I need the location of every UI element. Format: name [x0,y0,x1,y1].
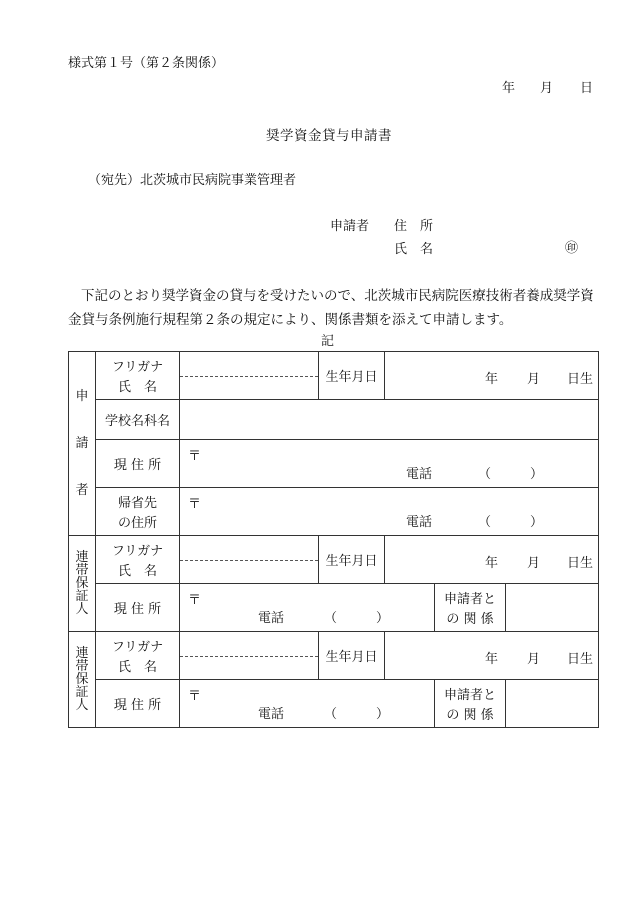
birthdate-label: 生年月日 [319,632,385,680]
guarantor-1-section-label: 連 帯 保 証 人 [69,536,96,632]
body-text: 下記のとおり奨学資金の貸与を受けたいので、北茨城市民病院医療技術者養成奨学資金貸与条例施行規程第２条の規定により、関係書類を添えて申請します。 [68,288,594,328]
applicant-label: 申請者 [330,219,370,234]
guarantor-2-relation-field[interactable] [506,680,599,728]
furigana-name-label: フリガナ 氏 名 [96,352,180,400]
postal-mark: 〒 [188,497,202,512]
furigana-name-label: フリガナ 氏 名 [96,536,180,584]
postal-mark: 〒 [188,449,202,464]
application-table [68,351,599,728]
current-address-label: 現 住 所 [96,584,180,632]
guarantor-1-address-field[interactable] [180,584,435,632]
applicant-name-label: 氏 名 [394,242,434,257]
guarantor-2-name-field[interactable] [180,632,319,680]
phone-label: 電話 [406,515,433,530]
seal-mark: ㊞ [565,241,579,256]
furigana-name-label: フリガナ 氏 名 [96,632,180,680]
date-day-label: 日 [580,81,594,96]
applicant-current-address-field[interactable] [180,440,599,488]
guarantor-2-address-field[interactable] [180,680,435,728]
applicant-section-label: 申 請 者 [69,352,96,536]
guarantor-1-birthdate-field[interactable]: 年 月 日生 [385,536,599,584]
applicant-address-label: 住 所 [394,219,434,234]
phone-label: 電話 [258,611,285,626]
date-year-label: 年 [502,81,516,96]
phone-paren: （ ） [478,467,544,482]
postal-mark: 〒 [188,689,202,704]
birthdate-label: 生年月日 [319,352,385,400]
guarantor-2-birthdate-field[interactable]: 年 月 日生 [385,632,599,680]
current-address-label: 現 住 所 [96,440,180,488]
phone-label: 電話 [406,467,433,482]
guarantor-1-name-field[interactable] [180,536,319,584]
return-address-label: 帰省先 の住所 [96,488,180,536]
postal-mark: 〒 [188,593,202,608]
phone-paren: （ ） [324,611,390,626]
applicant-return-address-field[interactable] [180,488,599,536]
phone-label: 電話 [258,707,285,722]
form-number: 様式第１号（第２条関係） [68,56,225,71]
relation-label: 申請者と の 関 係 [435,584,506,632]
addressee: （宛先）北茨城市民病院事業管理者 [88,173,297,188]
phone-paren: （ ） [478,515,544,530]
document-title: 奨学資金貸与申請書 [266,128,392,144]
school-label: 学校名科名 [96,400,180,440]
phone-paren: （ ） [324,707,390,722]
current-address-label: 現 住 所 [96,680,180,728]
relation-label: 申請者と の 関 係 [435,680,506,728]
applicant-birthdate-field[interactable]: 年 月 日生 [385,352,599,400]
ki-label: 記 [321,334,335,349]
date-month-label: 月 [540,81,554,96]
guarantor-2-section-label: 連 帯 保 証 人 [69,632,96,728]
applicant-name-field[interactable] [180,352,319,400]
school-field[interactable] [180,400,599,440]
birthdate-label: 生年月日 [319,536,385,584]
guarantor-1-relation-field[interactable] [506,584,599,632]
